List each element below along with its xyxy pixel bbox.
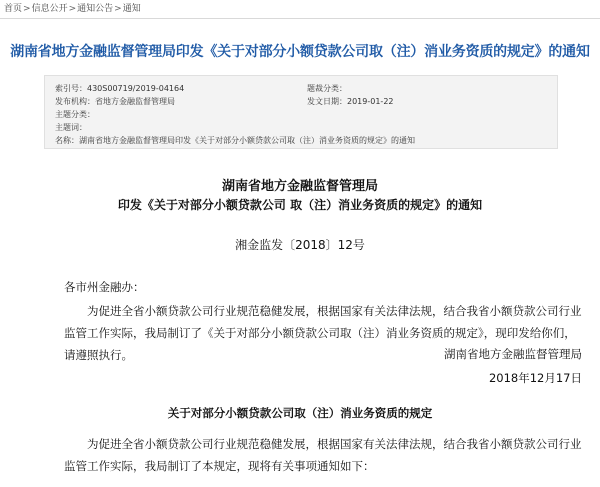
metadata-panel bbox=[44, 75, 558, 149]
body-paragraph: 为促进全省小额贷款公司行业规范稳健发展，根据国家有关法律法规，结合我省小额贷款公司行业监管工作实际，我局制订了《关于对部分小额贷款公司取（注）消业务资质的规定》，现印发给你们，请遵照执行。 bbox=[64, 304, 582, 362]
meta-name bbox=[55, 135, 415, 146]
meta-keywords bbox=[55, 122, 87, 133]
signature-organization: 湖南省地方金融监督管理局 bbox=[444, 347, 582, 361]
meta-topic-label: 主题分类： bbox=[55, 110, 95, 119]
breadcrumb-separator: > bbox=[23, 4, 31, 14]
meta-category-label: 题裁分类： bbox=[307, 84, 347, 93]
breadcrumb-separator: > bbox=[114, 4, 122, 14]
breadcrumb bbox=[0, 0, 600, 19]
document-subtitle: 印发《关于对部分小额贷款公司 取（注）消业务资质的规定》的通知 bbox=[117, 198, 483, 212]
breadcrumb-notice-bulletin[interactable]: 通知公告 bbox=[77, 4, 114, 14]
document-number: 湘金监发〔2018〕12号 bbox=[235, 238, 365, 252]
meta-index-label: 索引号： bbox=[55, 84, 87, 93]
meta-index bbox=[55, 83, 184, 94]
meta-index-value: 430S00719/2019-04164 bbox=[87, 84, 185, 93]
meta-date bbox=[307, 96, 394, 107]
salutation: 各市州金融办： bbox=[64, 280, 145, 294]
meta-date-value: 2019-01-22 bbox=[347, 97, 394, 106]
breadcrumb-home[interactable]: 首页 bbox=[4, 4, 23, 14]
regulation-intro-paragraph: 为促进全省小额贷款公司行业规范稳健发展，根据国家有关法律法规，结合我省小额贷款公司行业监管工作实际，我局制订了本规定，现将有关事项通知如下： bbox=[64, 437, 582, 473]
meta-keywords-label: 主题词： bbox=[55, 123, 87, 132]
breadcrumb-info-public[interactable]: 信息公开 bbox=[31, 4, 68, 14]
regulation-title: 关于对部分小额贷款公司取（注）消业务资质的规定 bbox=[167, 406, 433, 420]
document-issuer: 湖南省地方金融监督管理局 bbox=[221, 179, 378, 194]
meta-category bbox=[307, 83, 347, 94]
meta-publisher-value: 省地方金融监督管理局 bbox=[95, 97, 175, 106]
page-title: 湖南省地方金融监督管理局印发《关于对部分小额贷款公司取（注）消业务资质的规定》的通知 bbox=[10, 44, 590, 60]
meta-name-value: 湖南省地方金融监督管理局印发《关于对部分小额贷款公司取（注）消业务资质的规定》的通知 bbox=[79, 136, 415, 145]
meta-name-label: 名称： bbox=[55, 136, 79, 145]
meta-topic bbox=[55, 109, 95, 120]
signature-date: 2018年12月17日 bbox=[488, 371, 582, 385]
meta-publisher-label: 发布机构： bbox=[55, 97, 95, 106]
breadcrumb-separator: > bbox=[68, 4, 77, 14]
meta-publisher bbox=[55, 96, 175, 107]
meta-date-label: 发文日期： bbox=[307, 97, 347, 106]
breadcrumb-notice[interactable]: 通知 bbox=[122, 4, 141, 14]
